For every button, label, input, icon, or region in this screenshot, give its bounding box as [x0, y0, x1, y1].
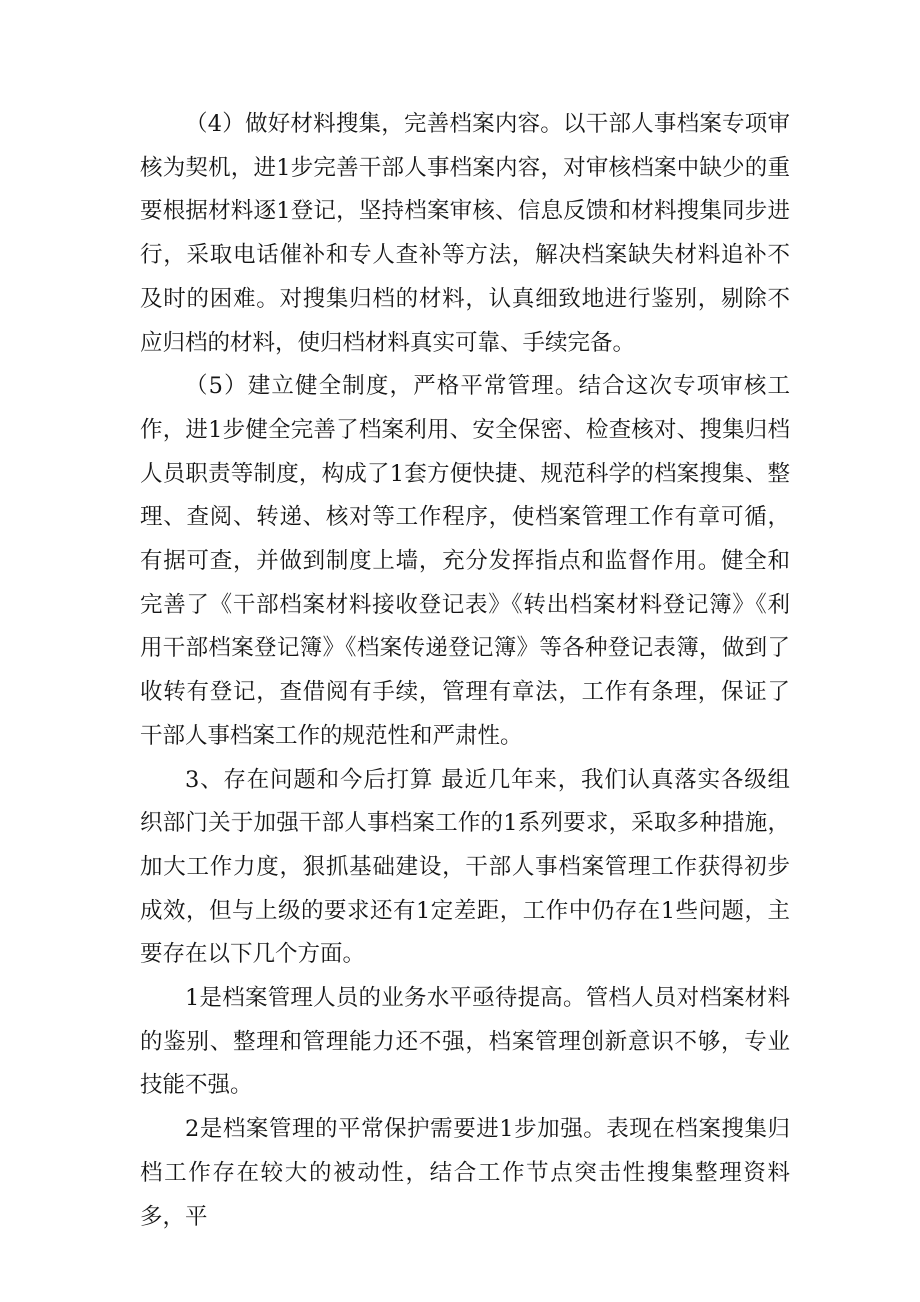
paragraph-system-building: （5）建立健全制度，严格平常管理。结合这次专项审核工作，进1步健全完善了档案利用、安全保密、检查核对、搜集归档人员职责等制度，构成了1套方便快捷、规范科学的档案搜集、整理、查阅、转递、核对等工作程序，使档案管理工作有章可循，有据可查，并做到制度上墙，充分发挥指点和监督作用。健全和完善了《干部档案材料接收登记表》《转出档案材料登记簿》《利用干部档案登记簿》《档案传递登记簿》等各种登记表簿，做到了收转有登记，查借阅有手续，管理有章法，工作有条理，保证了干部人事档案工作的规范性和严肃性。 — [140, 373, 790, 749]
paragraph-staff-skills: 1是档案管理人员的业务水平亟待提高。管档人员对档案材料的鉴别、整理和管理能力还不强，档案管理创新意识不够，专业技能不强。 — [140, 985, 790, 1099]
document-body — [140, 103, 790, 1239]
paragraph-material-collection: （4）做好材料搜集，完善档案内容。以干部人事档案专项审核为契机，进1步完善干部人事档案内容，对审核档案中缺少的重要根据材料逐1登记，坚持档案审核、信息反馈和材料搜集同步进行，采取电话催补和专人查补等方法，解决档案缺失材料追补不及时的困难。对搜集归档的材料，认真细致地进行鉴别，剔除不应归档的材料，使归档材料真实可靠、手续完备。 — [140, 111, 790, 356]
paragraph-problems-and-plans: 3、存在问题和今后打算 最近几年来，我们认真落实各级组织部门关于加强干部人事档案工作的1系列要求，采取多种措施，加大工作力度，狠抓基础建设，干部人事档案管理工作获得初步成效，但与上级的要求还有1定差距，工作中仍存在1些问题，主要存在以下几个方面。 — [140, 766, 790, 968]
paragraph-daily-maintenance: 2是档案管理的平常保护需要进1步加强。表现在档案搜集归档工作存在较大的被动性，结合工作节点突击性搜集整理资料多，平 — [140, 1116, 790, 1230]
